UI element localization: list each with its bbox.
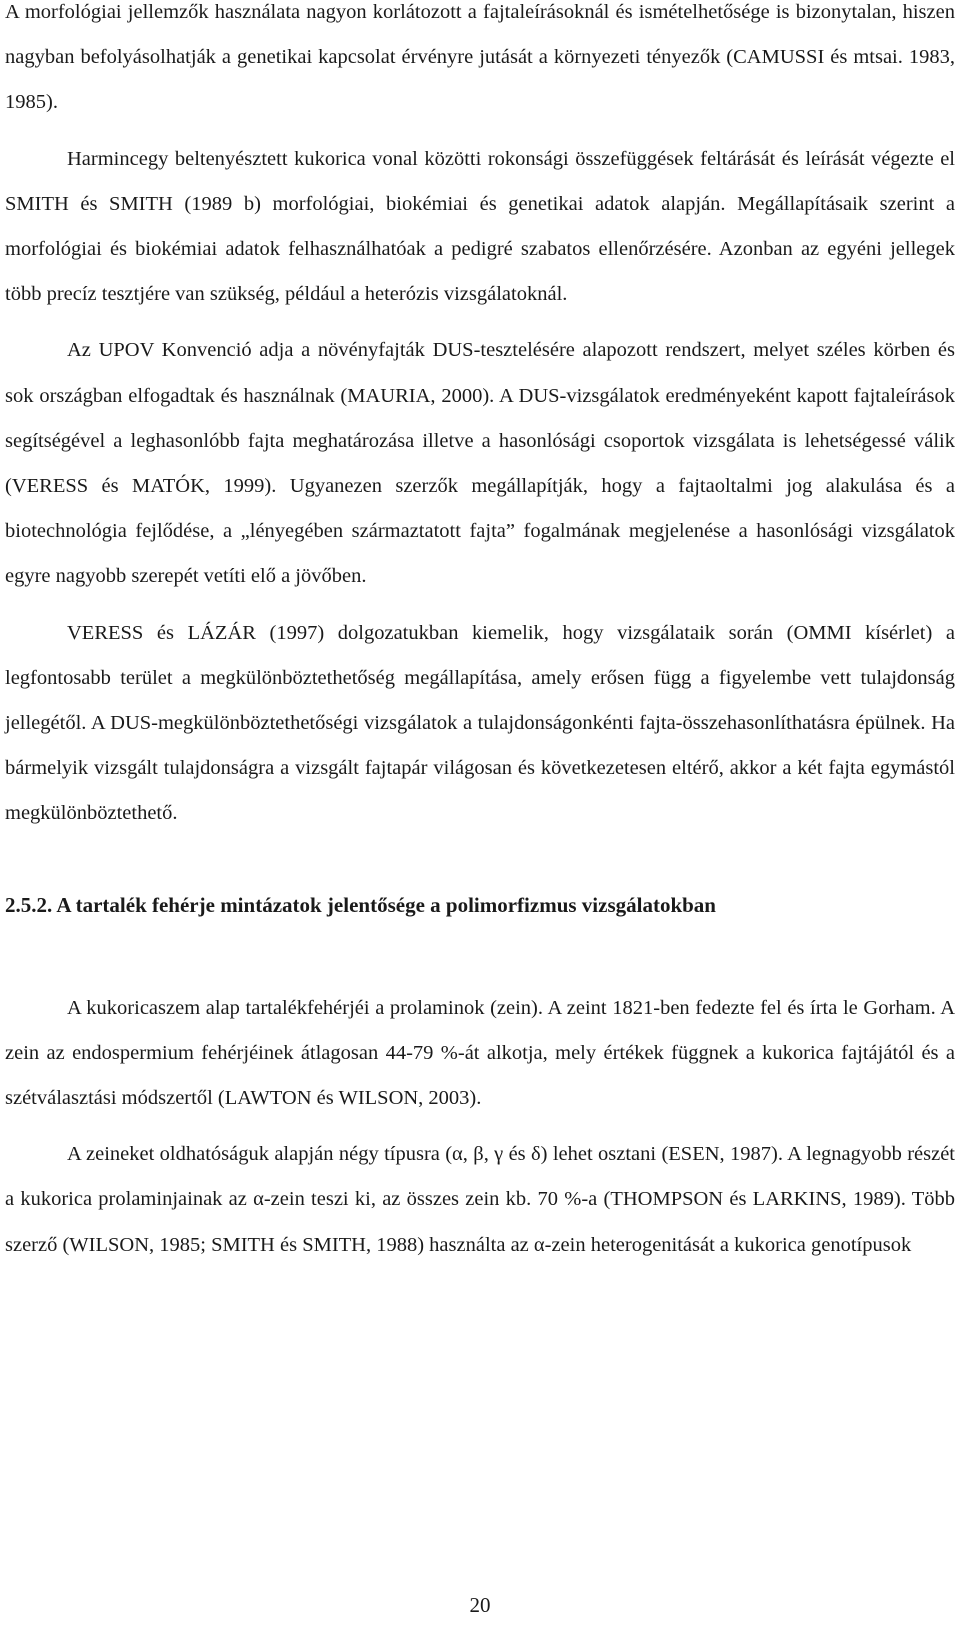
section-heading bbox=[5, 883, 955, 928]
paragraph-upov: Az UPOV Konvenció adja a növényfajták DUS-tesztelésére alapozott rendszert, melyet széles körben és sok országban elfogadtak és használnak (MAURIA, 2000). A DUS-vizsgálatok eredményeként kapott fajtaleírások segítségével a leghasonlóbb fajta meghatározása illetve a hasonlósági csoportok vizsgálata is lehetségessé válik (VERESS és MATÓK, 1999). Ugyanezen szerzők megállapítják, hogy a fajtaoltalmi jog alakulása és a biotechnológia fejlődése, a „lényegében származtatott fajta” fogalmának megjelenése a hasonlósági vizsgálatok egyre nagyobb szerepét vetíti elő a jövőben. bbox=[5, 339, 955, 588]
section-title: A tartalék fehérje mintázatok jelentősége a polimorfizmus vizsgálatokban bbox=[56, 892, 716, 917]
paragraph-zein-intro: A kukoricaszem alap tartalékfehérjéi a prolaminok (zein). A zeint 1821-ben fedezte fel és írta le Gorham. A zein az endospermium fehérjéinek átlagosan 44-79 %-át alkotja, mely értékek függnek a kukorica fajtájától és a szétválasztási módszertől (LAWTON és WILSON, 2003). bbox=[5, 996, 955, 1110]
section-number: 2.5.2. bbox=[5, 892, 53, 917]
paragraph-smith-study: Harmincegy beltenyésztett kukorica vonal közötti rokonsági összefüggések feltárását és leírását végezte el SMITH és SMITH (1989 b) morfológiai, biokémiai és genetikai adatok alapján. Megállapításaik szerint a morfológiai és biokémiai adatok felhasználhatóak a pedigré szabatos ellenőrzésére. Azonban az egyéni jellegek több precíz tesztjére van szükség, például a heterózis vizsgálatoknál. bbox=[5, 147, 955, 306]
page-number: 20 bbox=[469, 1593, 491, 1617]
paragraph-zein-types: A zeineket oldhatóságuk alapján négy típusra (α, β, γ és δ) lehet osztani (ESEN, 1987). A legnagyobb részét a kukorica prolaminjainak az α-zein teszi ki, az összes zein kb. 70 %-a (THOMPSON és LARKINS, 1989). Több szerző (WILSON, 1985; SMITH és SMITH, 1988) használta az α-zein heterogenitását a kukorica genotípusok bbox=[5, 1143, 955, 1256]
paragraph-veress-lazar: VERESS és LÁZÁR (1997) dolgozatukban kiemelik, hogy vizsgálataik során (OMMI kísérlet) a legfontosabb terület a megkülönböztethetőség megállapítása, amely erősen függ a figyelembe vett tulajdonság jellegétől. A DUS-megkülönböztethetőségi vizsgálatok a tulajdonságonkénti fajta-összehasonlíthatásra épülnek. Ha bármelyik vizsgált tulajdonságra a vizsgált fajtapár világosan és következetesen eltérő, akkor a két fajta egymástól megkülönböztethető. bbox=[5, 621, 955, 825]
paragraph-morphology: A morfológiai jellemzők használata nagyon korlátozott a fajtaleírásoknál és ismételhetősége is bizonytalan, hiszen nagyban befolyásolhatják a genetikai kapcsolat érvényre jutását a környezeti tényezők (CAMUSSI és mtsai. 1983, 1985). bbox=[5, 1, 955, 114]
document-page bbox=[5, 0, 955, 1268]
